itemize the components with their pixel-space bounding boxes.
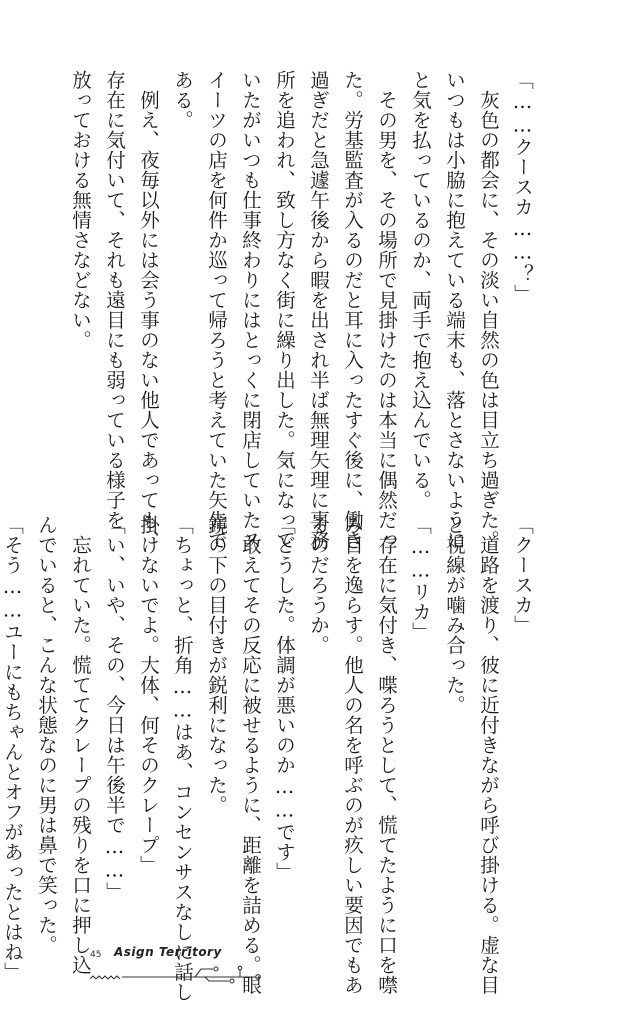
text-column: 「クースカ」: [511, 515, 534, 635]
text-column: 所を追われ、致し方なく街に繰り出した。気になって: [273, 70, 296, 550]
text-column: 鏡の下の目付きが鋭利になった。: [205, 515, 228, 815]
text-column: 「ちょっと、折角……はあ、コンセンサスなしに話し: [171, 515, 194, 1002]
series-title: Asign Territory: [114, 945, 222, 959]
page-number: 45: [90, 950, 102, 960]
text-column: と気を払っているのか、両手で抱え込んでいる。: [409, 70, 432, 510]
text-column: いたがいつも仕事終わりにはとっくに閉店していたス: [239, 70, 262, 550]
text-column: 例え、夜毎以外には会う事のない他人であっても、: [137, 70, 160, 550]
text-column: いつもは小脇に抱えている端末も、落とさないように: [443, 70, 466, 550]
text-column: た。労基監査が入るのだと耳に入ったすぐ後に、働き: [341, 70, 364, 550]
text-column: 「……リカ」: [409, 515, 432, 642]
text-column: イーツの店を何件か巡って帰ろうと考えていた矢先で: [205, 70, 228, 550]
text-column: 「そう……ユーにもちゃんとオフがあったとはね」: [1, 515, 24, 982]
text-column: 灰色の都会に、その淡い自然の色は目立ち過ぎた。: [477, 70, 500, 550]
text-column: 道路を渡り、彼に近付きながら呼び掛ける。虚な目: [477, 515, 500, 995]
text-column: 掛けないでよ。大体、何そのクレープ」: [137, 515, 160, 875]
text-column: 存在に気付いて、それも遠目にも弱っている様子を: [103, 70, 126, 530]
text-column: み目を逸らす。他人の名を呼ぶのが疚しい要因でもあ: [341, 515, 364, 995]
text-column: 「どうした。体調が悪いのか……です」: [273, 515, 296, 882]
text-column: 放っておける無情さなどない。: [69, 70, 92, 350]
text-column: 存在に気付き、喋ろうとして、慌てたように口を噤: [375, 515, 398, 995]
text-column: 過ぎだと急遽午後から暇を出され半ば無理矢理に事務: [307, 70, 330, 550]
text-column: 「……クースカ……？」: [511, 70, 534, 304]
text-column: るのだろうか。: [307, 515, 330, 655]
text-column: んでいると、こんな状態なのに男は鼻で笑った。: [35, 515, 58, 955]
upper-text-block: [63, 70, 539, 550]
text-column: ある。: [171, 70, 194, 130]
text-column: その男を、その場所で見掛けたのは本当に偶然だっ: [375, 70, 398, 550]
text-column: 忘れていた。慌ててクレープの残りを口に押し込: [69, 515, 92, 975]
text-column: 敢えてその反応に被せるように、距離を詰める。眼: [239, 515, 262, 995]
text-column: と視線が噛み合った。: [443, 515, 466, 715]
text-column: 「い、いや、その、今日は午後半で……」: [103, 515, 126, 902]
circuit-ornament-icon: [90, 962, 265, 984]
